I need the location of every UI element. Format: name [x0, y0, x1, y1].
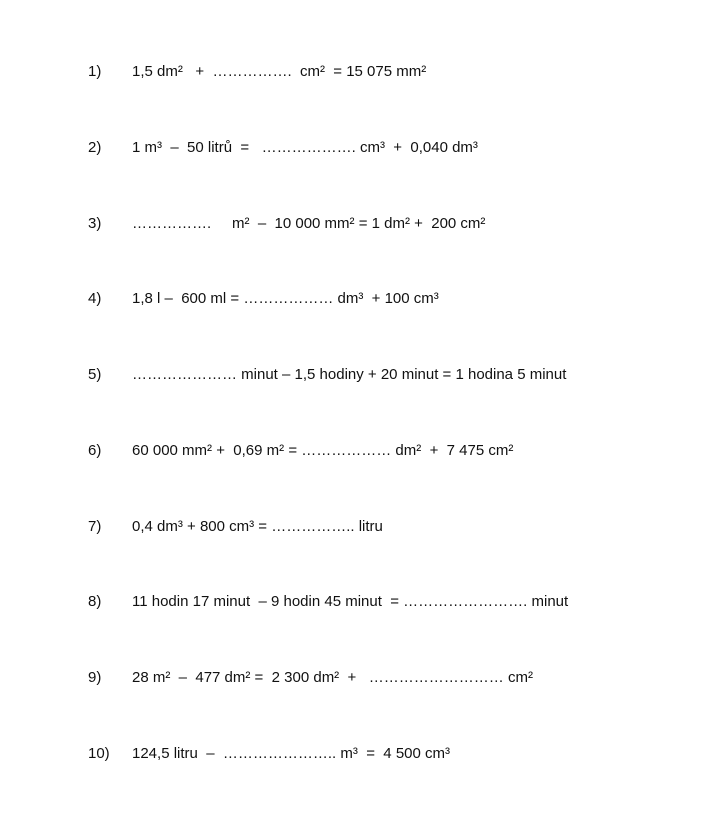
problem-expression: 0,4 dm³ + 800 cm³ = …………….. litru	[132, 518, 383, 535]
problem-expression: 1 m³ – 50 litrů = ………………. cm³ + 0,040 dm³	[132, 139, 478, 156]
problem-3	[0, 214, 720, 234]
problem-expression: 11 hodin 17 minut – 9 hodin 45 minut = ……………………. minut	[132, 593, 569, 610]
problem-expression: 124,5 litru – ………………….. m³ = 4 500 cm³	[132, 745, 451, 762]
problem-number: 1)	[88, 63, 102, 80]
problem-1	[0, 62, 720, 82]
problem-4	[0, 289, 720, 309]
problem-number: 6)	[88, 442, 102, 459]
problem-number: 7)	[88, 518, 102, 535]
problem-number: 10)	[88, 745, 110, 762]
problem-8	[0, 592, 720, 612]
problem-number: 3)	[88, 215, 102, 232]
problem-7	[0, 517, 720, 537]
problem-number: 2)	[88, 139, 102, 156]
problem-6	[0, 441, 720, 461]
problem-10	[0, 744, 720, 764]
problem-5	[0, 365, 720, 385]
problem-9	[0, 668, 720, 688]
problem-expression: 28 m² – 477 dm² = 2 300 dm² + ……………………… cm²	[132, 669, 533, 686]
problem-expression: 1,5 dm² + ……………. cm² = 15 075 mm²	[132, 63, 427, 80]
problem-expression: ………………… minut – 1,5 hodiny + 20 minut = 1 hodina 5 minut	[132, 366, 567, 383]
problem-expression: 1,8 l – 600 ml = ……………… dm³ + 100 cm³	[132, 290, 439, 307]
problem-number: 4)	[88, 290, 102, 307]
problem-expression: 60 000 mm² + 0,69 m² = ……………… dm² + 7 475 cm²	[132, 442, 514, 459]
problem-number: 9)	[88, 669, 102, 686]
problem-expression: ……………. m² – 10 000 mm² = 1 dm² + 200 cm²	[132, 215, 486, 232]
problem-number: 5)	[88, 366, 102, 383]
problem-2	[0, 138, 720, 158]
problem-number: 8)	[88, 593, 102, 610]
